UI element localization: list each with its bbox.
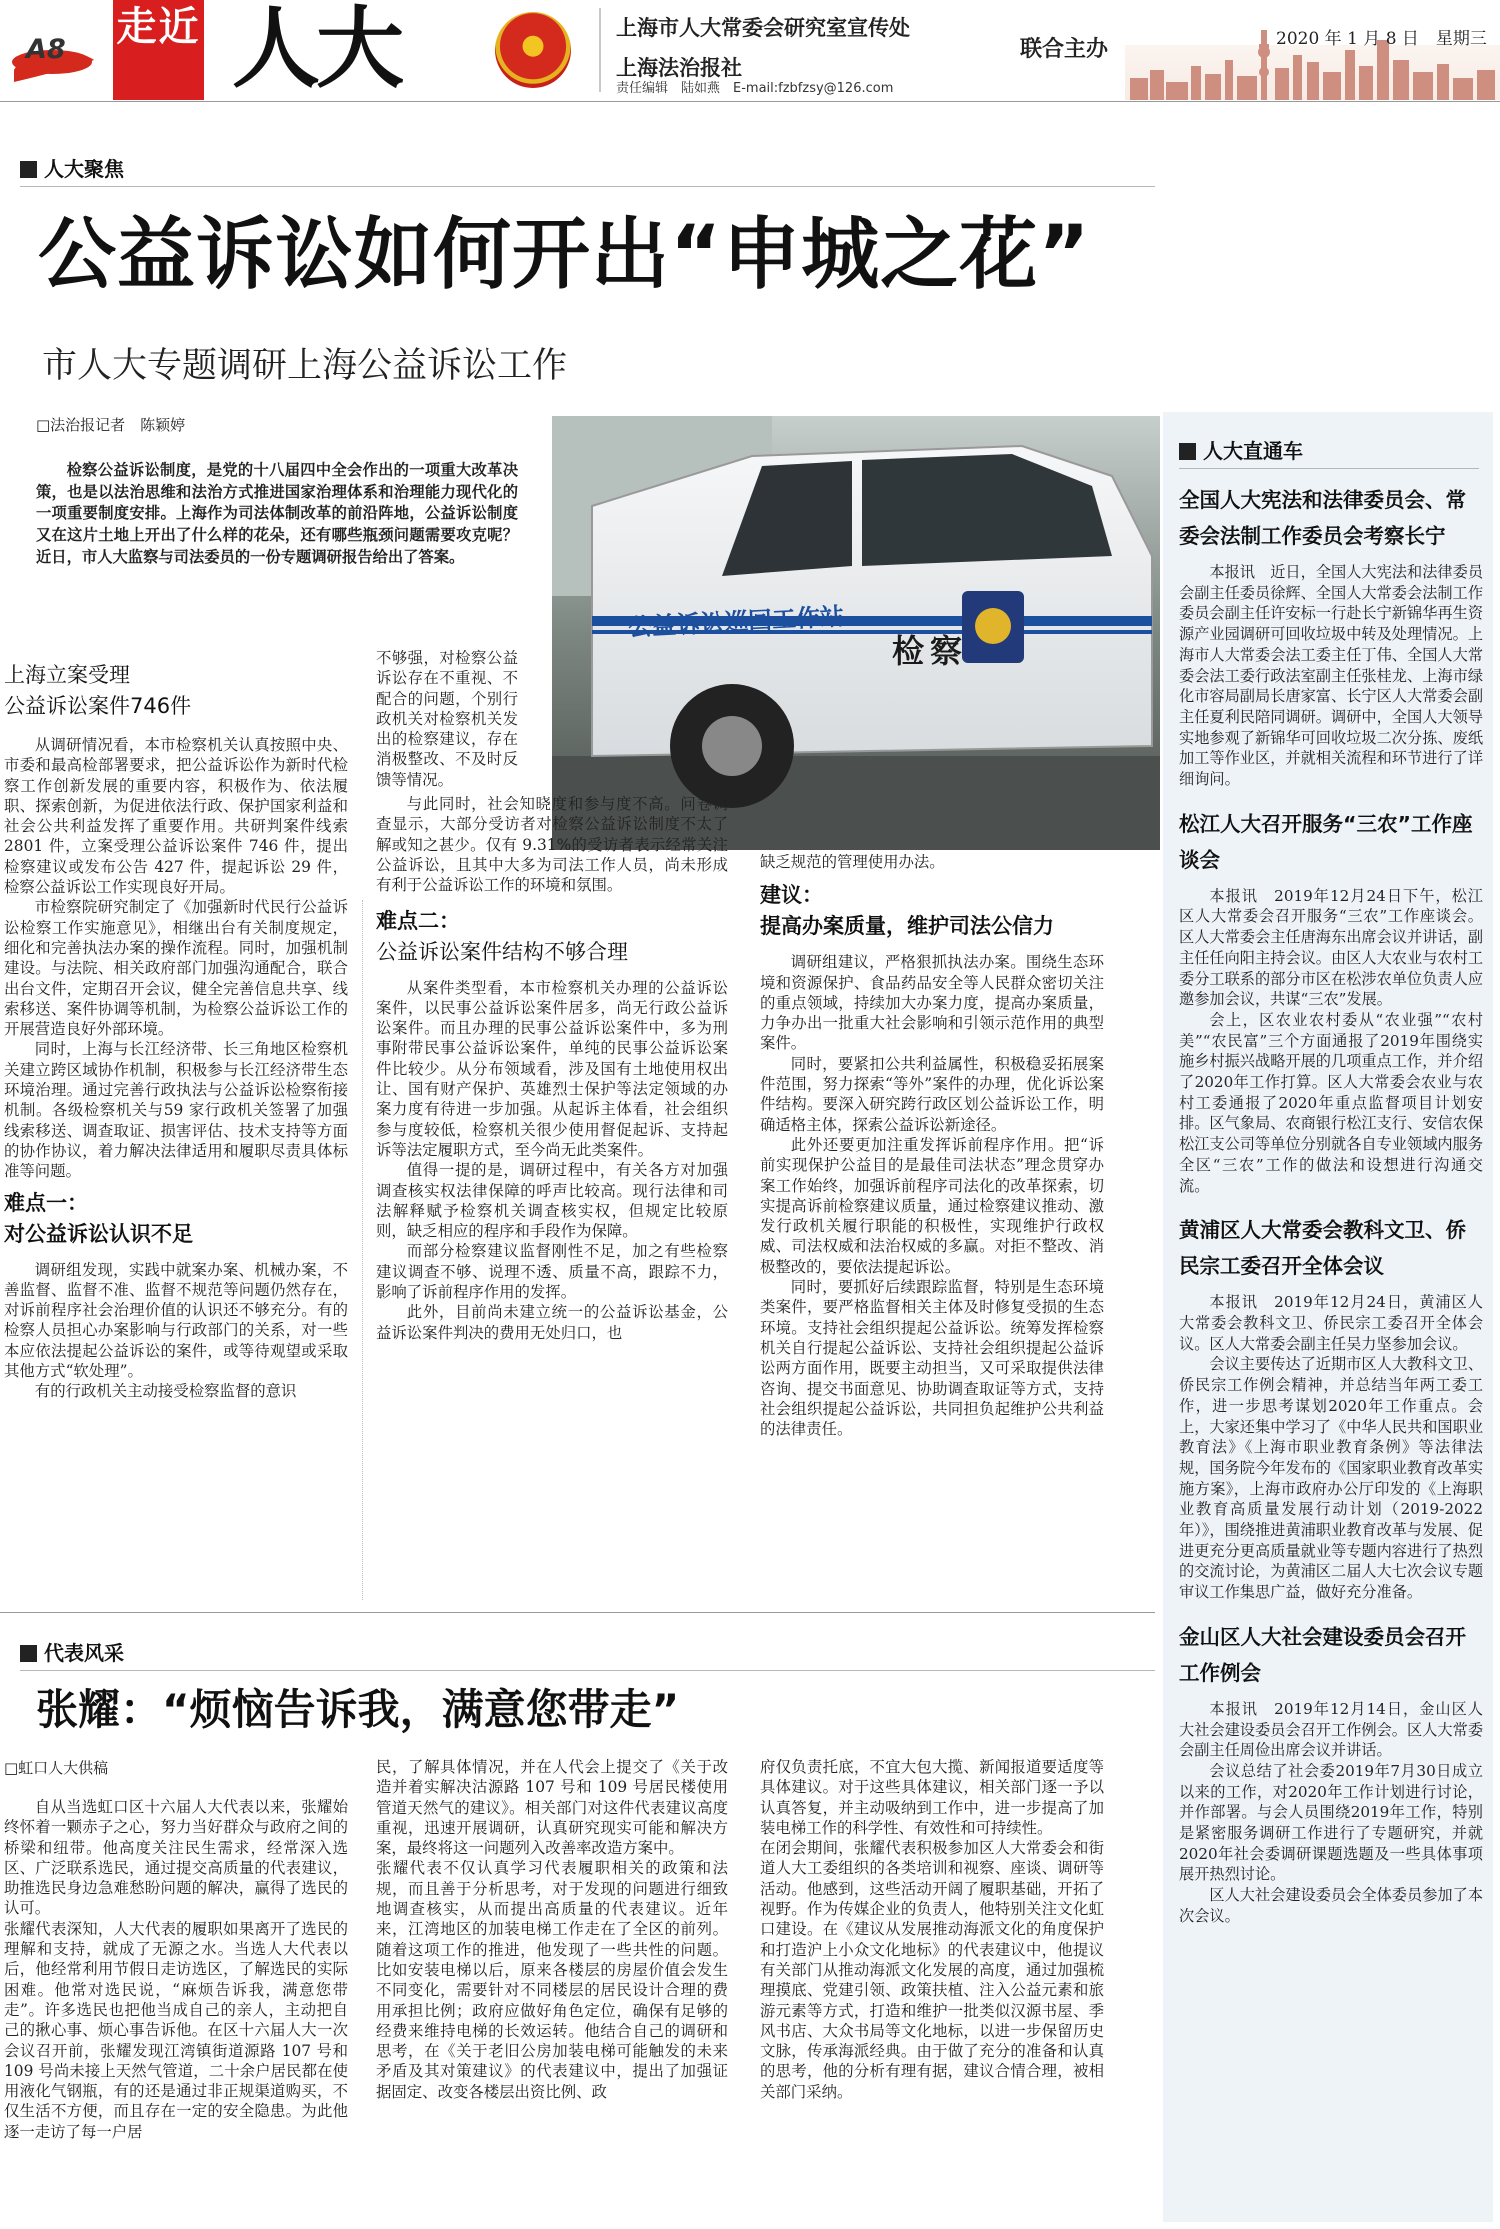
headline: 公益诉讼如何开出“申城之花” xyxy=(38,210,1091,300)
col2-para-1: 不够强，对检察公益诉讼存在不重视、不配合的问题，个别行政机关对检察机关发出的检察建议，存在消极整改、不及时反馈等情况。 xyxy=(376,649,518,789)
col2-para-3: 从案件类型看，本市检察机关办理的公益诉讼案件，以民事公益诉讼案件居多，尚无行政公益诉讼案件。而且办理的民事公益诉讼案件中，多为刑事附带民事公益诉讼案件，单纯的民事公益诉讼案件比较少。从分布领域看，涉及国有土地使用权出让、国有财产保护、英雄烈士保护等法定领域的办案力度有待进一步加强。从起诉主体看，社会组织参与度较低，检察机关很少使用督促起诉、支持起诉等法定履职方式，至今尚无此类案件。 xyxy=(376,978,728,1159)
header-bottom-rule xyxy=(0,101,1500,102)
col3-para-2: 调研组建议，严格狠抓执法办案。围绕生态环境和资源保护、食品药品安全等人民群众密切关注的重点领域，持续加大办案力度，提高办案质量，力争办出一批重大社会影响和引领示范作用的典型案件。 xyxy=(760,953,1104,1053)
brand-line-2: 人大 xyxy=(232,0,401,100)
organizer-2: 上海法治报社 xyxy=(616,56,742,80)
sidebar xyxy=(1163,412,1493,2222)
col1-para-5: 有的行政机关主动接受检察监督的意识 xyxy=(34,1382,297,1401)
story2-column-3: 府仅负责托底，不宜大包大揽、新闻报道要适度等具体建议。对于这些具体建议，相关部门逐一予以认真答复，并主动吸纳到工作中，进一步提高了加装电梯工作的科学性、有效性和可持续性。 在闭会期间，张耀代表积极参加区人大常委会和街道人大工委组织的各类培训和视察、座谈、调研等活动。他感到，这些活动开阔了履职基础，开拓了视野。作为传媒企业的负责人，他特别关注文化虹口建设。在《建议从发展推动海派文化的角度保护和打造沪上小众文化地标》的代表建议中，他提议有关部门从推动海派文化发展的高度，通过加强梳理摸底、党建引领、政策扶植、注入公益元素和旅游元素等方式，打造和维护一批类似汉源书屋、季风书店、大众书局等文化地标，以进一步保留历史文脉，传承海派经典。由于做了充分的准备和认真的思考，他的分析有理有据，建议合情合理，被相关部门采纳。 xyxy=(760,1758,1104,2101)
main-column-3 xyxy=(760,852,1104,1439)
van-badge-text: 检察 xyxy=(892,632,969,670)
editor-line: 责任编辑 陆如燕 E-mail:fzbfzsy@126.com xyxy=(616,81,894,96)
sidebar-item xyxy=(1179,806,1483,1197)
col1-para-4: 调研组发现，实践中就案办案、机械办案，不善监督、监督不准、监督不规范等问题仍然存在，对诉前程序社会治理价值的认识还不够充分。有的检察人员担心办案影响与行政部门的关系，对一些本应依法提起公益诉讼的案件，或等待观望或采取其他方式“软处理”。 xyxy=(4,1260,348,1381)
story2-column-2: 民，了解具体情况，并在人代会上提交了《关于改造并着实解决沽源路 107 号和 109 号居民楼使用管道天然气的建议》。相关部门对这件代表建议高度重视，迅速开展调研，认真研究现实可能和解决方案，最终将这一问题列入改善率改造方案中。 张耀代表不仅认真学习代表履职相关的政策和法规，而且善于分析思考，对于发现的问题进行细致地调查核实，从而提出高质量的代表建议。近年来，江湾地区的加装电梯工作走在了全区的前列。随着这项工作的推进，他发现了一些共性的问题。比如安装电梯以后，原来各楼层的房屋价值会发生不同变化，需要针对不同楼层的居民设计合理的费用承担比例；政府应做好角色定位，确保有足够的经费来维持电梯的长效运转。他结合自己的调研和思考，在《关于老旧公房加装电梯可能触发的未来矛盾及其对策建议》的代表建议中，提出了加强证据固定、改变各楼层出资比例、政 xyxy=(376,1758,728,2101)
col2-para-6: 此外，目前尚未建立统一的公益诉讼基金，公益诉讼案件判决的费用无处归口，也 xyxy=(376,1303,728,1342)
sidebar-list xyxy=(1179,482,1483,1927)
sidebar-item-title: 松江人大召开服务“三农”工作座谈会 xyxy=(1179,811,1473,872)
col3-para-5: 同时，要抓好后续跟踪监督，特别是生态环境类案件，要严格监督相关主体及时修复受损的生态环境。支持社会组织提起公益诉讼。统筹发挥检察机关自行提起公益诉讼、支持社会组织提起公益诉讼两方面作用，既要主动担当，又可采取提供法律咨询、提交书面意见、协助调查取证等方式，支持社会组织提起公益诉讼，共同担负起维护公共利益的法律责任。 xyxy=(760,1278,1104,1439)
column-divider-1 xyxy=(362,900,363,1600)
col1-heading-3: 难点一： xyxy=(4,1190,88,1215)
sidebar-tag-rule xyxy=(1179,468,1479,469)
col3-para-1: 缺乏规范的管理使用办法。 xyxy=(760,853,945,871)
col2-para-2: 与此同时，社会知晓度和参与度不高。问卷调查显示，大部分受访者对检察公益诉讼制度不太了解或知之甚少。仅有 9.31%的受访者表示经常关注公益诉讼，且其中大多为司法工作人员，尚未形成有利于公益诉讼工作的环境和氛围。 xyxy=(376,795,728,895)
sidebar-item-para: 会议主要传达了近期市区人大教科文卫、侨民宗工作例会精神，并总结当年两工委工作，进一步思考谋划2020年工作重点。会上，大家还集中学习了《中华人民共和国职业教育法》《上海市职业教育条例》等法律法规，国务院今年发布的《国家职业教育改革实施方案》，上海市政府办公厅印发的《上海职业教育高质量发展行动计划（2019-2022年）》，围绕推进黄浦职业教育改革与发展、促进更充分更高质量就业等专题内容进行了热烈的交流讨论，为黄浦区二届人大七次会议专题审议工作集思广益，做好充分准备。 xyxy=(1179,1355,1483,1602)
page-header xyxy=(0,0,1500,100)
issue-date: 2020 年 1 月 8 日 星期三 xyxy=(1276,29,1487,49)
brand-line-1: 走近 xyxy=(116,4,201,50)
sidebar-item-title: 全国人大宪法和法律委员会、常委会法制工作委员会考察长宁 xyxy=(1179,488,1466,548)
story2-byline: □虹口人大供稿 xyxy=(4,1759,109,1777)
main-column-1 xyxy=(4,660,348,1402)
sidebar-item-para: 本报讯 近日，全国人大宪法和法律委员会副主任委员徐辉、全国人大常委会法制工作委员会副主任许安标一行赴长宁新锦华再生资源产业园调研可回收垃圾中转及处理情况。上海市人大常委会法工委主任丁伟、全国人大常委会法工委行政法室副主任张桂龙、上海市绿化市容局副局长唐家富、长宁区人大常委会副主任夏利民陪同调研。调研中，全国人大领导实地参观了新锦华可回收垃圾二次分拣、废纸加工等作业区，并就相关流程和环节进行了详细询问。 xyxy=(1179,563,1483,789)
sidebar-item-para: 会上，区农业农村委从“农业强”“农村美”“农民富”三个方面通报了2019年围绕实施乡村振兴战略开展的几项重点工作，并介绍了2020年工作打算。区人大常委会农业与农村工委通报了2020年重点监督项目计划安排。区气象局、农商银行松江支行、安信农保松江支公司等单位分别就各自专业领域内服务全区“三农”工作的做法和设想进行沟通交流。 xyxy=(1179,1010,1483,1195)
sidebar-item-para: 区人大社会建设委员会全体委员参加了本次会议。 xyxy=(1179,1886,1483,1925)
sidebar-item-title: 黄浦区人大常委会教科文卫、侨民宗工委召开全体会议 xyxy=(1179,1218,1466,1279)
subheadline: 市人大专题调研上海公益诉讼工作 xyxy=(42,346,568,386)
col2-para-4: 值得一提的是，调研过程中，有关各方对加强调查核实权法律保障的呼声比较高。现行法律和司法解释赋予检察机关调查核实权，但规定比较原则，缺乏相应的程序和手段作为保障。 xyxy=(376,1161,728,1241)
joint-organizer: 联合主办 xyxy=(1020,37,1109,62)
story2-headline: 张耀：“烦恼告诉我，满意您带走” xyxy=(36,1685,680,1734)
col1-heading-2: 公益诉讼案件746件 xyxy=(4,694,192,718)
col3-para-3: 同时，要紧扣公共利益属性，积极稳妥拓展案件范围，努力探索“等外”案件的办理，优化诉讼案件结构。要深入研究跨行政区划公益诉讼工作，明确适格主体，探索公益诉讼新途径。 xyxy=(760,1054,1104,1134)
story2-column-1: 自从当选虹口区十六届人大代表以来，张耀始终怀着一颗赤子之心，努力当好群众与政府之间的桥梁和纽带。他高度关注民生需求，经常深入选区、广泛联系选民，通过提交高质量的代表建议，助推选民身边急难愁盼问题的解决，赢得了选民的认可。 张耀代表深知，人大代表的履职如果离开了选民的理解和支持，就成了无源之水。当选人大代表以后，他经常利用节假日走访选区，了解选民的实际困难。他常对选民说，“麻烦告诉我，满意您带走”。许多选民也把他当成自己的亲人，主动把自己的揪心事、烦心事告诉他。在区十六届人大一次会议召开前，张耀发现江湾镇街道源路 107 号和 109 号尚未接上天然气管道，二十余户居民都在使用液化气钢瓶，有的还是通过非正规渠道购买，不仅生活不方便，而且存在一定的安全隐患。为此他逐一走访了每一户居 xyxy=(4,1798,348,2141)
col2-heading-1: 难点二： xyxy=(376,908,460,933)
skyline-graphic xyxy=(1125,0,1500,100)
page-number: A8 xyxy=(26,34,66,65)
organizer-1: 上海市人大常委会研究室宣传处 xyxy=(616,16,910,40)
col1-para-3: 同时，上海与长江经济带、长三角地区检察机关建立跨区域协作机制，积极参与长江经济带生态环境治理。通过完善行政执法与公益诉讼检察衔接机制。各级检察机关与59 家行政机关签署了加强线索移送、调查取证、损害评估、技术支持等方面的协作协议，着力解决法律适用和履职尽责具体标准等问题。 xyxy=(4,1040,348,1181)
col1-heading-4: 对公益诉讼认识不足 xyxy=(4,1221,193,1246)
sidebar-item xyxy=(1179,1619,1483,1927)
col3-heading-1: 建议： xyxy=(760,883,823,908)
story2-tag-rule xyxy=(20,1670,1155,1671)
col1-para-1: 从调研情况看，本市检察机关认真按照中央、市委和最高检部署要求，把公益诉讼作为新时代检察工作创新发展的重要内容，积极作为、依法履职、探索创新，为促进依法行政、保护国家利益和社会公共利益发挥了重要作用。共研判案件线索 2801 件，立案受理公益诉讼案件 746 件，提出检察建议或发布公告 427 件，提起诉讼 29 件，检察公益诉讼工作实现良好开局。 xyxy=(4,736,348,897)
col1-para-2: 市检察院研究制定了《加强新时代民行公益诉讼检察工作实施意见》，相继出台有关制度规定，细化和完善执法办案的操作流程。同时，加强机制建设。与法院、相关政府部门加强沟通配合，联合出台文件，定期召开会议，健全完善信息共享、线索移送、案件协调等机制，为检察公益诉讼工作的开展营造良好外部环境。 xyxy=(4,898,348,1039)
col2-para-5: 而部分检察建议监督刚性不足，加之有些检察建议调查不够、说理不透、质量不高，跟踪不力，影响了诉前程序作用的发挥。 xyxy=(376,1242,728,1302)
sidebar-item xyxy=(1179,1212,1483,1603)
section-tag-rule xyxy=(20,186,1155,187)
story2-top-rule xyxy=(0,1612,1155,1613)
col3-heading-2: 提高办案质量，维护司法公信力 xyxy=(760,914,1054,939)
column-brand-red xyxy=(113,0,204,100)
page-number-badge xyxy=(8,22,96,84)
national-emblem-icon xyxy=(495,12,571,88)
sidebar-tag: 人大直通车 xyxy=(1179,438,1303,464)
main-column-2 xyxy=(376,648,728,1343)
sidebar-item-para: 本报讯 2019年12月24日下午，松江区人大常委会召开服务“三农”工作座谈会。区人大常委会主任唐海东出席会议并讲话，副主任任向阳主持会议。由区人大农业与农村工委分工联系的部分市区在松涉农单位负责人应邀参加会议，共谋“三农”发展。 xyxy=(1179,886,1483,1009)
column-brand-black xyxy=(232,0,400,98)
section-tag: 人大聚焦 xyxy=(20,156,124,182)
sidebar-item xyxy=(1179,482,1483,790)
byline: □法治报记者 陈颖婷 xyxy=(36,416,186,434)
sidebar-item-para: 会议总结了社会委2019年7月30日成立以来的工作，对2020年工作计划进行讨论，并作部署。与会人员围绕2019年工作，特别是紧密服务调研工作进行了专题研究，并就2020年社会委调研课题选题及一些具体事项展开热烈讨论。 xyxy=(1179,1761,1483,1884)
story2-tag: 代表风采 xyxy=(20,1640,124,1666)
sidebar-item-title: 金山区人大社会建设委员会召开工作例会 xyxy=(1179,1624,1466,1685)
col3-para-4: 此外还要更加注重发挥诉前程序作用。把“诉前实现保护公益目的是最佳司法状态”理念贯穿办案工作始终，加强诉前程序司法化的改革探索，切实提高诉前检察建议质量，通过检察建议推动、激发行政机关履行职能的积极性，实现维护行政权威、司法权威和法治权威的多赢。对拒不整改、消极整改的，要依法提起诉讼。 xyxy=(760,1135,1104,1276)
lead-paragraph: 检察公益诉讼制度，是党的十八届四中全会作出的一项重大改革决策，也是以法治思维和法治方式推进国家治理体系和治理能力现代化的一项重要制度安排。上海作为司法体制改革的前沿阵地，公益诉讼制度又在这片土地上开出了什么样的花朵，还有哪些瓶颈问题需要攻克呢？近日，市人大监察与司法委员的一份专题调研报告给出了答案。 xyxy=(36,461,518,566)
sidebar-item-para: 本报讯 2019年12月14日，金山区人大社会建设委员会召开工作例会。区人大常委会副主任周俭出席会议并讲话。 xyxy=(1179,1699,1483,1760)
sidebar-item-para: 本报讯 2019年12月24日，黄浦区人大常委会教科文卫、侨民宗工委召开全体会议。区人大常委会副主任吴力坚参加会议。 xyxy=(1179,1293,1483,1353)
city-skyline xyxy=(1125,0,1500,100)
col1-heading-1: 上海立案受理 xyxy=(4,663,130,687)
header-divider xyxy=(599,8,601,92)
van-slogan: 公益诉讼巡回工作站 xyxy=(627,602,845,642)
col2-heading-2: 公益诉讼案件结构不够合理 xyxy=(376,939,628,964)
